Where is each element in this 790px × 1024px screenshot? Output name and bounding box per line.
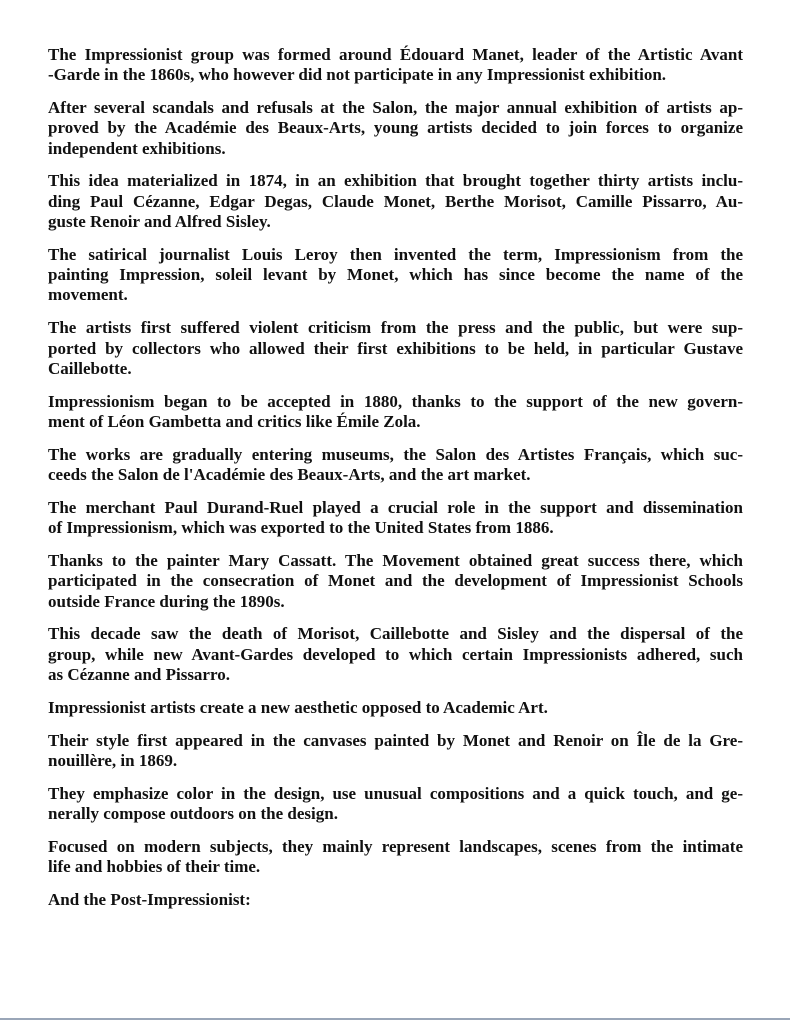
text-line: ported by collectors who allowed their first exhibitions to be held, in particular Gustave	[48, 338, 743, 358]
text-line: -Garde in the 1860s, who however did not participate in any Impressionist exhibition.	[48, 65, 667, 85]
paragraph-3	[48, 171, 743, 232]
text-line: This idea materialized in 1874, in an exhibition that brought together thirty artists inclu-	[48, 171, 743, 191]
paragraph-7	[48, 445, 743, 486]
bottom-divider	[0, 1018, 790, 1020]
text-line: The merchant Paul Durand-Ruel played a crucial role in the support and dissemination	[48, 497, 743, 517]
paragraph-14	[48, 837, 743, 878]
paragraph-11	[48, 698, 743, 718]
paragraph-4	[48, 245, 743, 306]
paragraph-12	[48, 731, 743, 772]
text-line: The satirical journalist Louis Leroy then invented the term, Impressionism from the	[48, 244, 743, 264]
text-line: Impressionist artists create a new aesthetic opposed to Academic Art.	[48, 697, 548, 717]
text-line: ment of Léon Gambetta and critics like Émile Zola.	[48, 411, 421, 431]
paragraph-1	[48, 45, 743, 86]
text-line: of Impressionism, which was exported to the United States from 1886.	[48, 518, 554, 538]
text-line: guste Renoir and Alfred Sisley.	[48, 212, 271, 232]
text-line: ding Paul Cézanne, Edgar Degas, Claude Monet, Berthe Morisot, Camille Pissarro, Au-	[48, 191, 743, 211]
text-line: After several scandals and refusals at the Salon, the major annual exhibition of artists ap-	[48, 98, 743, 118]
document-page	[48, 45, 743, 923]
text-line: The artists first suffered violent criticism from the press and the public, but were sup-	[48, 318, 743, 338]
paragraph-9	[48, 551, 743, 612]
text-line: group, while new Avant-Gardes developed to which certain Impressionists adhered, such	[48, 644, 743, 664]
text-line: ceeds the Salon de l'Académie des Beaux-Arts, and the art market.	[48, 465, 531, 485]
paragraph-10	[48, 624, 743, 685]
text-line: Caillebotte.	[48, 358, 132, 378]
paragraph-13	[48, 784, 743, 825]
text-line: movement.	[48, 285, 128, 305]
text-line: Thanks to the painter Mary Cassatt. The Movement obtained great success there, which	[48, 550, 743, 570]
text-line: This decade saw the death of Morisot, Caillebotte and Sisley and the dispersal of the	[48, 624, 743, 644]
text-line: The works are gradually entering museums, the Salon des Artistes Français, which suc-	[48, 444, 743, 464]
text-line: as Cézanne and Pissarro.	[48, 664, 230, 684]
text-line: The Impressionist group was formed around Édouard Manet, leader of the Artistic Avant	[48, 45, 743, 64]
text-line: Impressionism began to be accepted in 1880, thanks to the support of the new govern-	[48, 391, 743, 411]
text-line: proved by the Académie des Beaux-Arts, young artists decided to join forces to organize	[48, 118, 743, 138]
paragraph-15	[48, 890, 743, 910]
text-line: nerally compose outdoors on the design.	[48, 803, 338, 823]
text-line: independent exhibitions.	[48, 138, 226, 158]
text-line: outside France during the 1890s.	[48, 591, 285, 611]
text-line: And the Post-Impressionist:	[48, 889, 251, 909]
paragraph-6	[48, 392, 743, 433]
paragraph-5	[48, 318, 743, 379]
text-line: They emphasize color in the design, use unusual compositions and a quick touch, and ge-	[48, 783, 743, 803]
paragraph-8	[48, 498, 743, 539]
text-line: painting Impression, soleil levant by Monet, which has since become the name of the	[48, 265, 743, 285]
text-line: nouillère, in 1869.	[48, 750, 178, 770]
paragraph-2	[48, 98, 743, 159]
text-line: participated in the consecration of Monet and the development of Impressionist Schools	[48, 571, 743, 591]
text-line: Their style first appeared in the canvases painted by Monet and Renoir on Île de la Gre-	[48, 730, 743, 750]
text-line: life and hobbies of their time.	[48, 857, 261, 876]
text-line: Focused on modern subjects, they mainly represent landscapes, scenes from the intimate	[48, 836, 743, 856]
